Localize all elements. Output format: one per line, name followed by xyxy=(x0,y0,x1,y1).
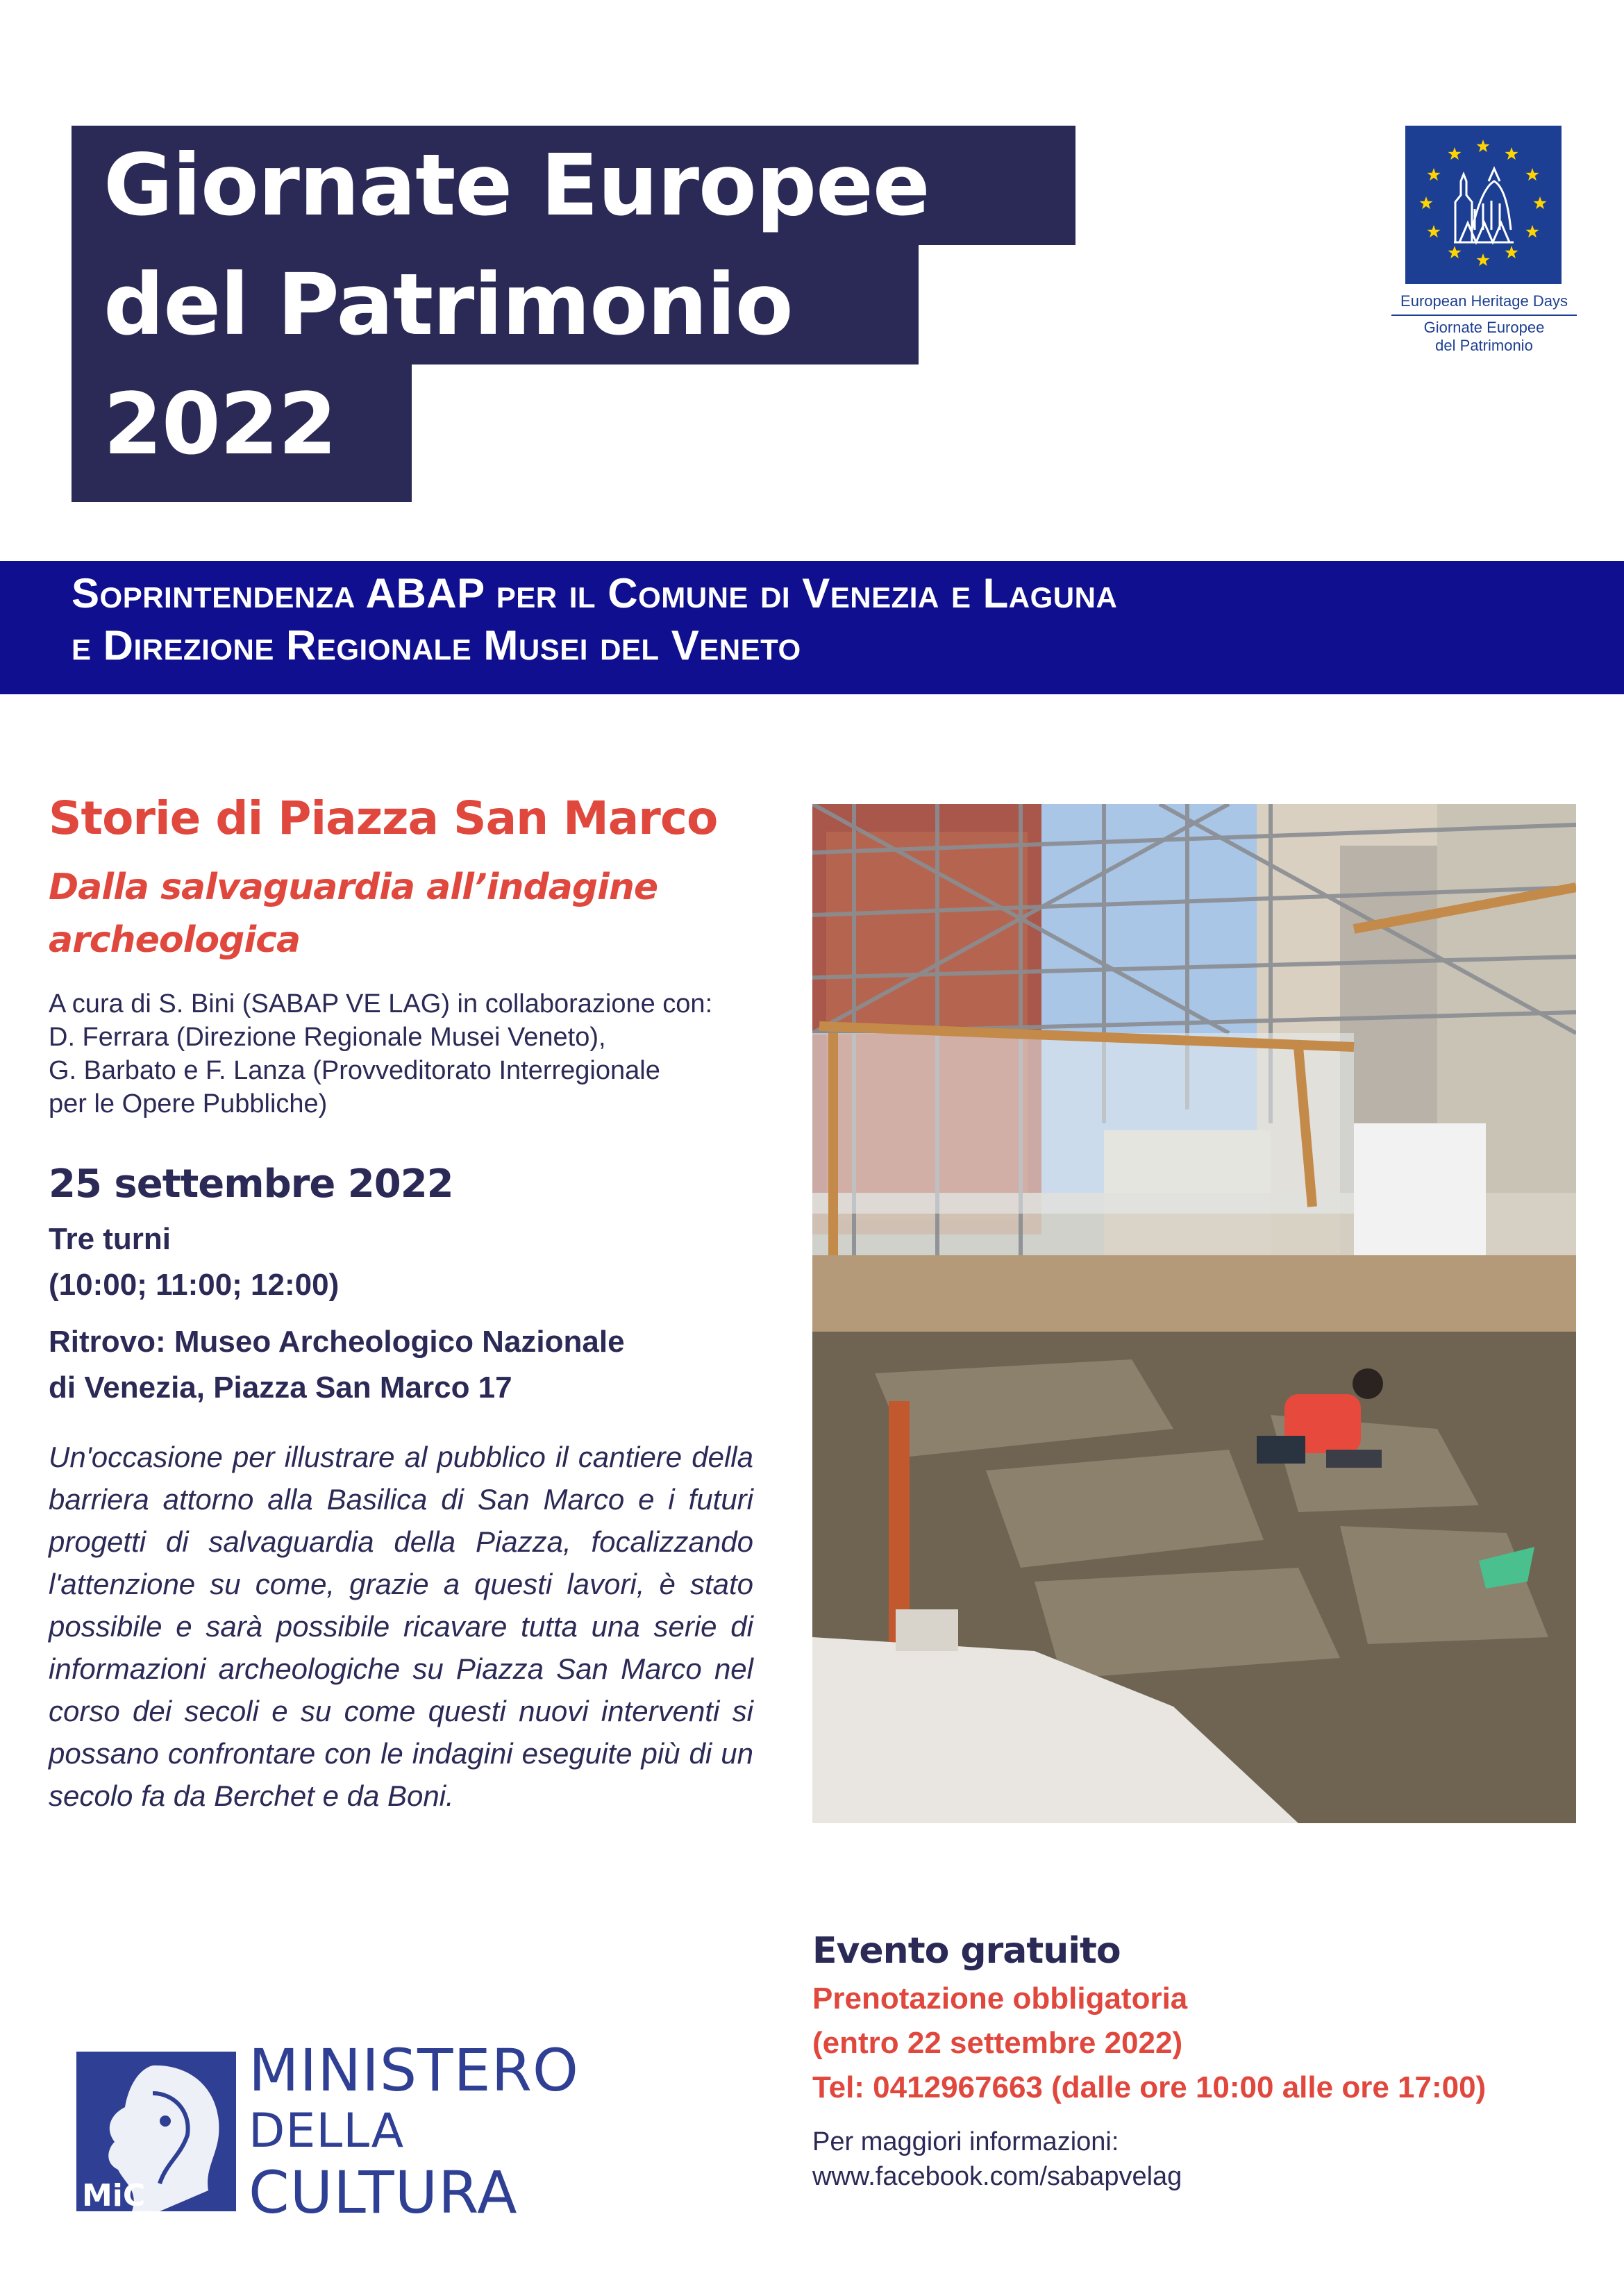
booking-info xyxy=(812,1977,1486,2110)
eu-star-icon xyxy=(1420,196,1433,209)
eu-stars-icon xyxy=(1405,126,1562,284)
booking-deadline: (entro 22 settembre 2022) xyxy=(812,2026,1183,2060)
eu-star-icon xyxy=(1505,246,1518,258)
mic-logo-text: MiC xyxy=(82,2178,146,2211)
meeting-point xyxy=(49,1319,798,1411)
excavation-photo xyxy=(812,804,1576,1823)
credit-line: G. Barbato e F. Lanza (Provveditorato Interregionale xyxy=(49,1056,660,1085)
event-date: 25 settembre 2022 xyxy=(49,1162,453,1207)
ministry-line-2: DELLA xyxy=(249,2104,405,2159)
credit-line: D. Ferrara (Direzione Regionale Musei Veneto), xyxy=(49,1023,606,1052)
booking-phone[interactable]: Tel: 0412967663 (dalle ore 10:00 alle ore 17:00) xyxy=(812,2070,1487,2104)
event-description: Un'occasione per illustrare al pubblico il cantiere della barriera attorno alla Basilica di San Marco e i futuri progetti di salvaguardia della Piazza, focalizzando l'attenzione su come, grazie a questi lavori, è stato possibile e sarà possibile ricavare tutta una serie di informazioni archeologiche su Piazza San Marco nel corso dei secoli e su come questi nuovi interventi si possano confrontare con le indagini eseguite più di un secolo fa da Berchet e da Boni. xyxy=(49,1441,753,1812)
eu-star-icon xyxy=(1428,168,1441,181)
eu-logo-caption xyxy=(1382,292,1587,355)
credit-line: per le Opere Pubbliche) xyxy=(49,1089,328,1118)
eu-caption-it-1: Giornate Europee xyxy=(1423,319,1545,336)
event-shifts xyxy=(49,1216,339,1308)
eu-star-icon xyxy=(1448,246,1462,258)
title-line-2: del Patrimonio xyxy=(72,245,919,364)
credit-line: A cura di S. Bini (SABAP VE LAG) in collaborazione con: xyxy=(49,989,713,1019)
ministry-line-3: CULTURA xyxy=(249,2159,518,2227)
eu-star-icon xyxy=(1505,147,1518,160)
eu-star-icon xyxy=(1526,225,1539,237)
eu-caption-it-2: del Patrimonio xyxy=(1435,337,1533,354)
free-event-label: Evento gratuito xyxy=(812,1930,1121,1972)
european-heritage-days-logo xyxy=(1405,126,1562,284)
event-title: Storie di Piazza San Marco xyxy=(49,791,718,845)
eu-star-icon xyxy=(1448,147,1462,160)
ministry-line-1: MINISTERO xyxy=(249,2036,580,2104)
meeting-point-line-2: di Venezia, Piazza San Marco 17 xyxy=(49,1371,512,1405)
meeting-point-line-1: Ritrovo: Museo Archeologico Nazionale xyxy=(49,1325,625,1359)
eu-star-icon xyxy=(1477,253,1490,266)
banner-line-1: Soprintendenza ABAP per il Comune di Venezia e Laguna xyxy=(72,570,1118,617)
event-subtitle xyxy=(49,861,743,966)
eu-star-icon xyxy=(1428,225,1441,237)
ministry-name xyxy=(249,2036,580,2227)
banner-line-2: e Direzione Regionale Musei del Veneto xyxy=(72,622,801,669)
eu-star-icon xyxy=(1526,168,1539,181)
eu-star-icon xyxy=(1534,196,1547,209)
shifts-times: (10:00; 11:00; 12:00) xyxy=(49,1268,340,1302)
shifts-label: Tre turni xyxy=(49,1222,171,1256)
more-info-label: Per maggiori informazioni: xyxy=(812,2127,1119,2156)
ministry-logo-mark xyxy=(76,2052,236,2211)
title-line-1: Giornate Europee xyxy=(72,126,1075,245)
eu-caption-en: European Heritage Days xyxy=(1400,292,1568,310)
event-subtitle-line-2: archeologica xyxy=(49,919,301,961)
title-line-3: 2022 xyxy=(72,364,412,502)
booking-required: Prenotazione obbligatoria xyxy=(812,1981,1188,2016)
more-info xyxy=(812,2125,1182,2194)
eu-caption-divider xyxy=(1391,315,1577,316)
facebook-link[interactable]: www.facebook.com/sabapvelag xyxy=(812,2162,1182,2191)
event-subtitle-line-1: Dalla salvaguardia all’indagine xyxy=(49,866,658,908)
event-credits xyxy=(49,987,785,1121)
mic-profile-icon xyxy=(76,2052,236,2211)
eu-star-icon xyxy=(1477,140,1490,152)
